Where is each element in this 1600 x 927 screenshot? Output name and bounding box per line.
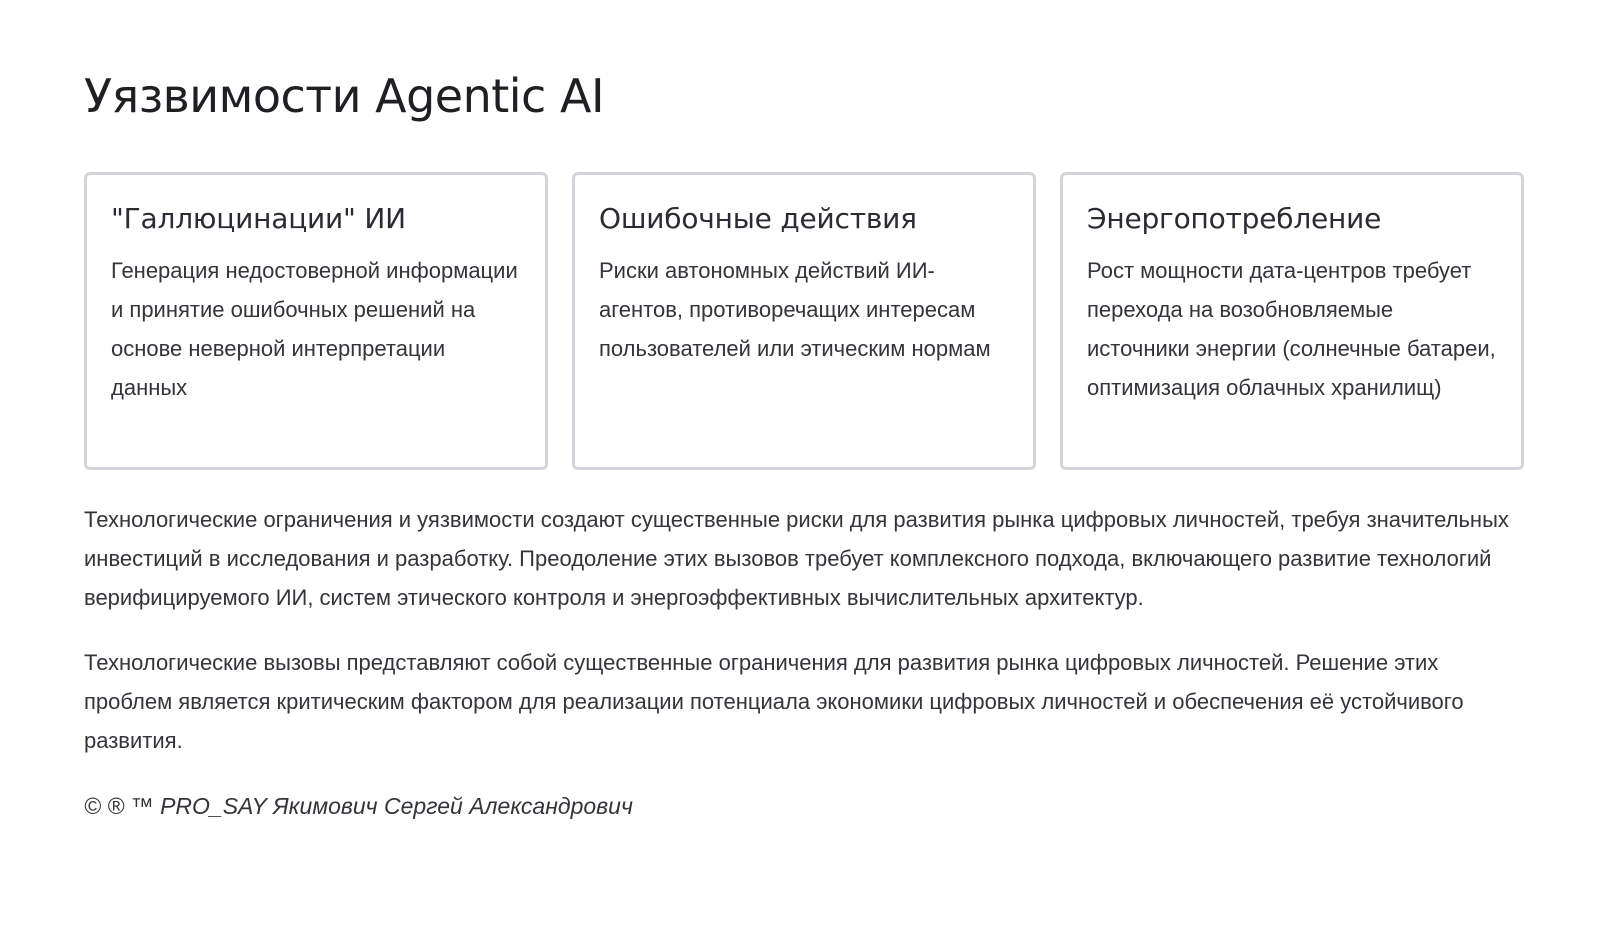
paragraph-challenges: Технологические вызовы представляют собой существенные ограничения для развития рынка цифровых личностей. Решение этих проблем является критическим фактором для реализации потенциала экономики цифровых личностей и обеспечения её устойчивого развития. bbox=[84, 650, 1464, 753]
card-hallucinations bbox=[84, 172, 548, 470]
card-text: Риски автономных действий ИИ-агентов, противоречащих интересам пользователей или этическим нормам bbox=[599, 258, 991, 361]
card-erroneous-actions bbox=[572, 172, 1036, 470]
card-text: Рост мощности дата-центров требует перехода на возобновляемые источники энергии (солнечные батареи, оптимизация облачных хранилищ) bbox=[1087, 258, 1496, 400]
paragraph-limitations: Технологические ограничения и уязвимости создают существенные риски для развития рынка цифровых личностей, требуя значительных инвестиций в исследования и разработку. Преодоление этих вызовов требует комплексного подхода, включающего развитие технологий верифицируемого ИИ, систем этического контроля и энергоэффективных вычислительных архитектур. bbox=[84, 507, 1509, 610]
copyright-note: © ® ™ PRO_SAY Якимович Сергей Александрович bbox=[84, 793, 633, 819]
card-title: Энергопотребление bbox=[1087, 202, 1382, 235]
page bbox=[84, 0, 1524, 826]
page-title: Уязвимости Agentic AI bbox=[84, 69, 605, 123]
card-text: Генерация недостоверной информации и принятие ошибочных решений на основе неверной интерпретации данных bbox=[111, 258, 518, 400]
cards-row bbox=[84, 172, 1524, 470]
card-title: Ошибочные действия bbox=[599, 202, 917, 235]
card-title: "Галлюцинации" ИИ bbox=[111, 202, 406, 235]
card-energy-consumption bbox=[1060, 172, 1524, 470]
